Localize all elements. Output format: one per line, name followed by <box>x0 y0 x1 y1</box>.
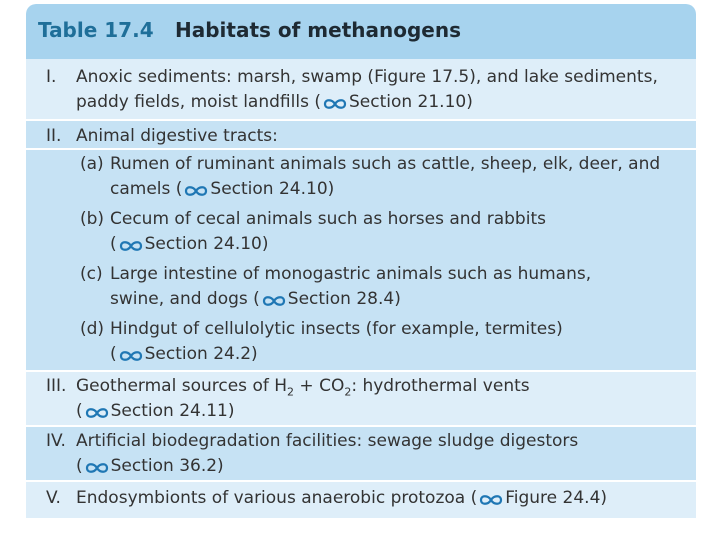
row-text-prefix: Endosymbionts of various anaerobic protozoa ( <box>76 488 478 508</box>
section-reference: Section 24.10) <box>144 234 269 254</box>
formula-text: : hydrothermal vents <box>351 376 530 396</box>
section-reference: Section 24.10) <box>210 179 335 199</box>
row-text-prefix: ( <box>110 234 117 254</box>
table-title: Habitats of methanogens <box>175 18 461 42</box>
row-text-prefix: ( <box>110 344 117 364</box>
row-text-line1: Animal digestive tracts: <box>76 126 278 146</box>
formula-text: + CO <box>294 376 345 396</box>
row-letter: (a) <box>80 154 104 174</box>
row-text-line1: Anoxic sediments: marsh, swamp (Figure 17.5), and lake sediments, <box>76 67 658 87</box>
table-card <box>26 4 696 518</box>
subscript: 2 <box>344 385 352 399</box>
row-letter: (d) <box>80 319 105 339</box>
section-reference: Section 24.11) <box>110 401 235 421</box>
row-letter: (c) <box>80 264 103 284</box>
row-text-prefix: ( <box>76 456 83 476</box>
infinity-link-icon <box>184 185 208 197</box>
row-text-line2 <box>110 344 258 364</box>
table-row <box>26 205 696 260</box>
infinity-link-icon <box>85 462 109 474</box>
row-text-line1: Large intestine of monogastric animals such as humans, <box>110 264 592 284</box>
subscript: 2 <box>287 385 295 399</box>
row-text-line2 <box>76 92 473 112</box>
row-text-line2 <box>76 401 235 421</box>
row-text-prefix: ( <box>76 401 83 421</box>
infinity-link-icon <box>119 350 143 362</box>
row-text-line1: Cecum of cecal animals such as horses and rabbits <box>110 209 546 229</box>
table-row <box>26 427 696 482</box>
table-row <box>26 482 696 518</box>
row-text-line2 <box>110 289 401 309</box>
table-row <box>26 121 696 150</box>
row-text-line2 <box>76 456 224 476</box>
table-row <box>26 150 696 205</box>
section-reference: Section 36.2) <box>110 456 224 476</box>
table-row <box>26 260 696 315</box>
infinity-link-icon <box>323 98 347 110</box>
row-text-line1: Artificial biodegradation facilities: sewage sludge digestors <box>76 431 579 451</box>
row-text-line1: Hindgut of cellulolytic insects (for example, termites) <box>110 319 563 339</box>
section-reference: Section 24.2) <box>144 344 258 364</box>
infinity-link-icon <box>119 240 143 252</box>
row-number: V. <box>46 488 61 508</box>
row-text-line2 <box>110 234 269 254</box>
row-text-line1: Rumen of ruminant animals such as cattle, sheep, elk, deer, and <box>110 154 661 174</box>
row-text-prefix: swine, and dogs ( <box>110 289 260 309</box>
row-number: II. <box>46 126 62 146</box>
table-row <box>26 315 696 372</box>
row-text-line1 <box>76 488 607 508</box>
table-body <box>26 59 696 518</box>
table-number: Table 17.4 <box>38 18 154 42</box>
infinity-link-icon <box>262 295 286 307</box>
row-text-prefix: paddy fields, moist landfills ( <box>76 92 321 112</box>
table-row <box>26 372 696 427</box>
table-row <box>26 59 696 121</box>
formula-text: Geothermal sources of H <box>76 376 288 396</box>
infinity-link-icon <box>479 494 503 506</box>
section-reference: Section 28.4) <box>287 289 401 309</box>
figure-reference: Figure 24.4) <box>505 488 608 508</box>
row-number: I. <box>46 67 57 87</box>
row-text-prefix: camels ( <box>110 179 183 199</box>
section-reference: Section 21.10) <box>348 92 473 112</box>
row-text-line2 <box>110 179 334 199</box>
row-letter: (b) <box>80 209 105 229</box>
infinity-link-icon <box>85 407 109 419</box>
row-text-line1 <box>76 376 530 398</box>
row-number: IV. <box>46 431 66 451</box>
row-number: III. <box>46 376 67 396</box>
table-title-bar <box>26 4 696 59</box>
